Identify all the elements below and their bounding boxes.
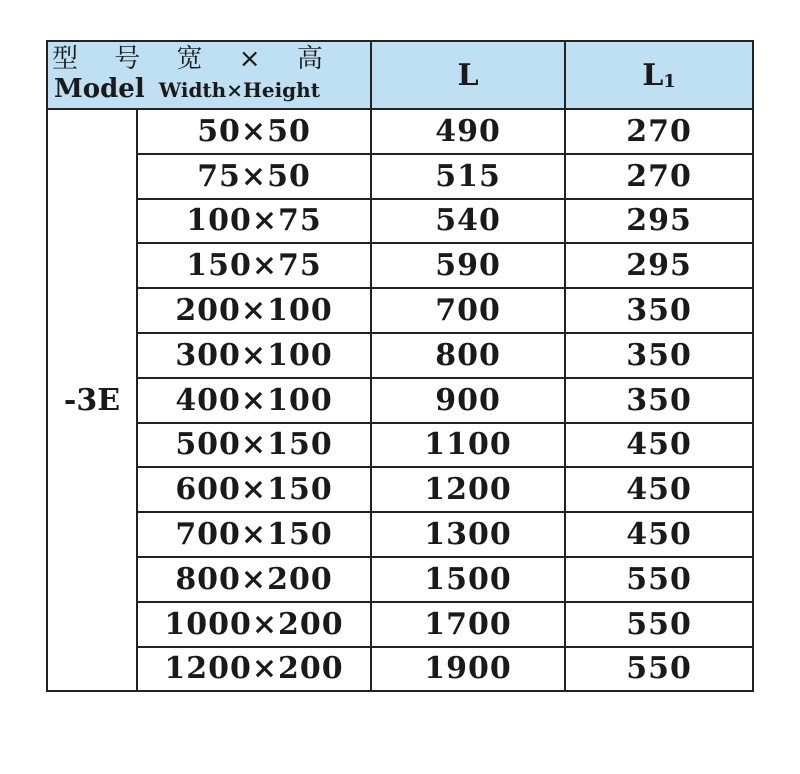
l-cell: 540 [371, 199, 565, 244]
table-row [47, 378, 753, 423]
size-cell: 50×50 [137, 109, 371, 154]
l-cell: 1200 [371, 467, 565, 512]
model-label: Model [54, 73, 145, 104]
size-cell: 200×100 [137, 288, 371, 333]
table-row [47, 243, 753, 288]
size-cell: 75×50 [137, 154, 371, 199]
l1-header [565, 41, 753, 109]
l-header: L [371, 41, 565, 109]
l1-cell: 295 [565, 199, 753, 244]
table-row [47, 647, 753, 692]
l-cell: 1300 [371, 512, 565, 557]
l-cell: 1900 [371, 647, 565, 692]
l-cell: 1500 [371, 557, 565, 602]
model-cell: -3E [47, 109, 137, 691]
l1-cell: 550 [565, 647, 753, 692]
l1-cell: 450 [565, 467, 753, 512]
l-cell: 490 [371, 109, 565, 154]
size-cell: 800×200 [137, 557, 371, 602]
table-row [47, 423, 753, 468]
l1-cell: 350 [565, 288, 753, 333]
size-cell: 600×150 [137, 467, 371, 512]
width-height-label: Width×Height [158, 77, 320, 102]
spec-table [46, 40, 754, 692]
table-row [47, 154, 753, 199]
l1-cell: 550 [565, 602, 753, 647]
table-row [47, 512, 753, 557]
size-cell: 300×100 [137, 333, 371, 378]
l1-cell: 350 [565, 378, 753, 423]
size-cell: 100×75 [137, 199, 371, 244]
l-cell: 1100 [371, 423, 565, 468]
l1-header-sub: 1 [663, 70, 676, 92]
table-row [47, 467, 753, 512]
model-size-header [47, 41, 371, 109]
l1-cell: 270 [565, 154, 753, 199]
size-cell: 150×75 [137, 243, 371, 288]
size-cell: 500×150 [137, 423, 371, 468]
table-row [47, 333, 753, 378]
l-cell: 590 [371, 243, 565, 288]
l-cell: 1700 [371, 602, 565, 647]
table-row [47, 602, 753, 647]
l-cell: 700 [371, 288, 565, 333]
table-row [47, 109, 753, 154]
size-cell: 400×100 [137, 378, 371, 423]
l1-cell: 450 [565, 423, 753, 468]
size-cell: 1200×200 [137, 647, 371, 692]
l-cell: 900 [371, 378, 565, 423]
l-cell: 800 [371, 333, 565, 378]
l1-header-main: L [642, 57, 664, 93]
l1-cell: 550 [565, 557, 753, 602]
l1-cell: 450 [565, 512, 753, 557]
table-row [47, 557, 753, 602]
table-header-row [47, 41, 753, 109]
english-title [48, 74, 370, 107]
table-row [47, 199, 753, 244]
table-row [47, 288, 753, 333]
size-cell: 700×150 [137, 512, 371, 557]
l1-cell: 270 [565, 109, 753, 154]
l1-cell: 295 [565, 243, 753, 288]
size-cell: 1000×200 [137, 602, 371, 647]
chinese-title: 型 号 宽 × 高 [52, 43, 337, 74]
l-cell: 515 [371, 154, 565, 199]
l1-cell: 350 [565, 333, 753, 378]
